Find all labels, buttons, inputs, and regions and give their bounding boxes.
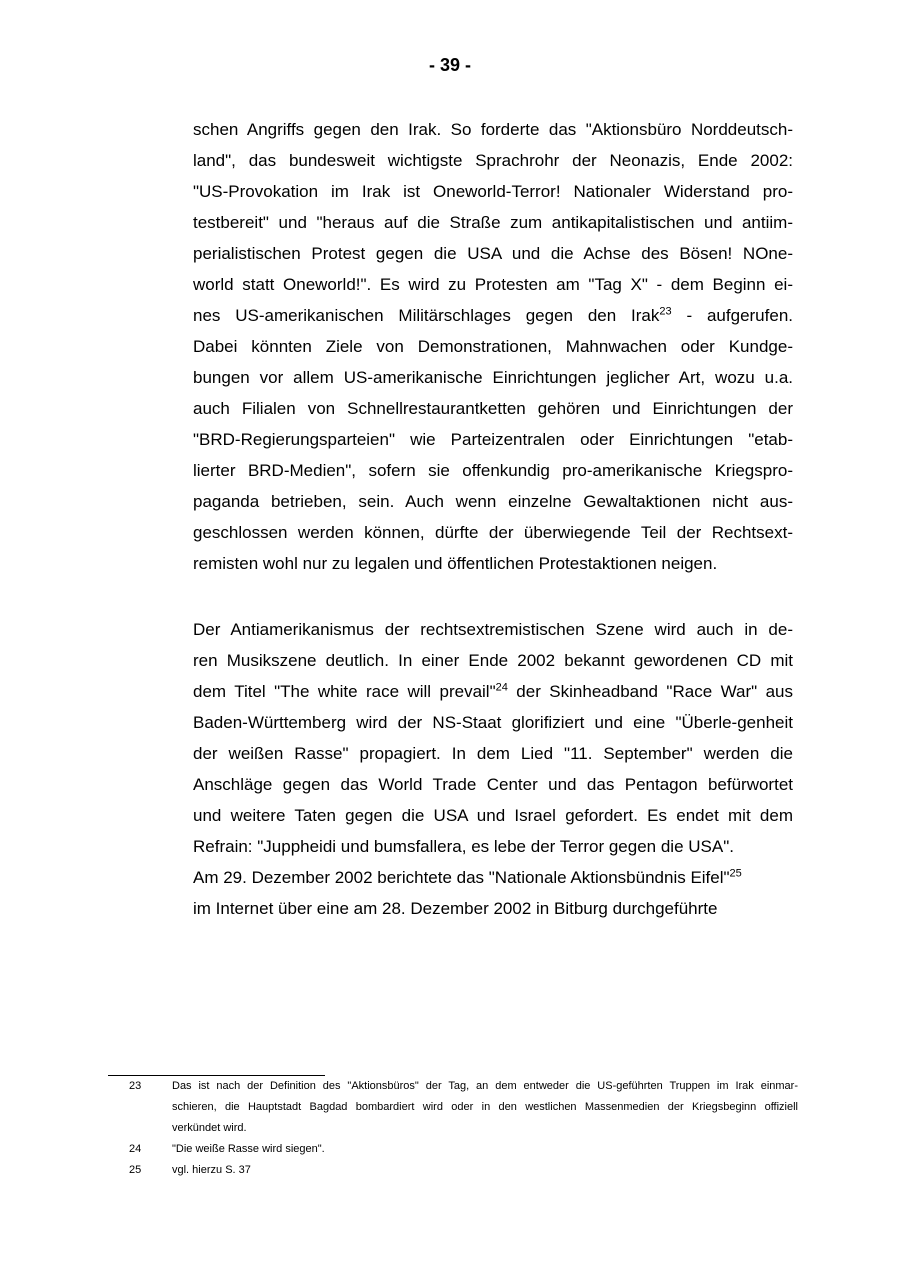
text-line: testbereit" und "heraus auf die Straße zum antikapitalistischen und antiim-: [193, 213, 793, 232]
footnote-line: schieren, die Hauptstadt Bagdad bombardiert wird oder in den westlichen Massenmedien der Kriegsbeginn offiziell: [172, 1101, 798, 1113]
footnote-number: 25: [129, 1164, 142, 1176]
footnote-24: [108, 1139, 798, 1160]
text-segment: der Skinheadband "Race War" aus: [507, 682, 793, 701]
text-segment: - aufgerufen.: [671, 306, 793, 325]
text-line: [193, 862, 793, 893]
footnote-line: verkündet wird.: [172, 1122, 247, 1134]
text-line: land", das bundesweit wichtigste Sprachrohr der Neonazis, Ende 2002:: [193, 151, 793, 170]
footnote-line: vgl. hierzu S. 37: [172, 1164, 251, 1176]
footnote-number: 24: [129, 1143, 142, 1155]
body-paragraph-2: [193, 614, 793, 924]
footnote-23: [108, 1076, 798, 1139]
text-line: geschlossen werden können, dürfte der überwiegende Teil der Rechtsext-: [193, 523, 793, 542]
text-line: bungen vor allem US-amerikanische Einrichtungen jeglicher Art, wozu u.a.: [193, 368, 793, 387]
text-line: auch Filialen von Schnellrestaurantketten gehören und Einrichtungen der: [193, 399, 793, 418]
footnote-line: "Die weiße Rasse wird siegen".: [172, 1143, 325, 1155]
footnotes: [108, 1076, 798, 1181]
text-line: "US-Provokation im Irak ist Oneworld-Terror! Nationaler Widerstand pro-: [193, 182, 793, 201]
text-line: perialistischen Protest gegen die USA und die Achse des Bösen! NOne-: [193, 244, 793, 263]
text-line: schen Angriffs gegen den Irak. So forderte das "Aktionsbüro Norddeutsch-: [193, 120, 793, 139]
footnote-text: [172, 1160, 798, 1181]
footnote-number: 23: [129, 1080, 142, 1092]
page-number: - 39 -: [428, 55, 471, 75]
text-line: paganda betrieben, sein. Auch wenn einzelne Gewaltaktionen nicht aus-: [193, 492, 793, 511]
body-paragraph-1: [193, 114, 793, 579]
text-line: der weißen Rasse" propagiert. In dem Lied "11. September" werden die: [193, 744, 793, 763]
text-segment: nes US-amerikanischen Militärschlages gegen den Irak: [193, 306, 660, 325]
footnote-25: [108, 1160, 798, 1181]
footnote-line: Das ist nach der Definition des "Aktionsbüros" der Tag, an dem entweder die US-geführten Truppen im Irak einmar-: [172, 1080, 798, 1092]
text-line: Baden-Württemberg wird der NS-Staat glorifiziert und eine "Überle-genheit: [193, 713, 793, 732]
text-line: Anschläge gegen das World Trade Center und das Pentagon befürwortet: [193, 775, 793, 794]
text-line: und weitere Taten gegen die USA und Israel gefordert. Es endet mit dem: [193, 806, 793, 825]
text-segment: dem Titel "The white race will prevail": [193, 682, 496, 701]
text-line: remisten wohl nur zu legalen und öffentlichen Protestaktionen neigen.: [193, 554, 718, 573]
text-line: Dabei könnten Ziele von Demonstrationen, Mahnwachen oder Kundge-: [193, 337, 793, 356]
text-line: "BRD-Regierungsparteien" wie Parteizentralen oder Einrichtungen "etab-: [193, 430, 793, 449]
text-line: Refrain: "Juppheidi und bumsfallera, es lebe der Terror gegen die USA".: [193, 837, 734, 856]
text-line: world statt Oneworld!". Es wird zu Protesten am "Tag X" - dem Beginn ei-: [193, 275, 793, 294]
footnote-ref-24[interactable]: 24: [495, 681, 508, 694]
text-line: im Internet über eine am 28. Dezember 2002 in Bitburg durchgeführte: [193, 899, 718, 918]
text-line: lierter BRD-Medien", sofern sie offenkundig pro-amerikanische Kriegspro-: [193, 461, 793, 480]
footnote-ref-25[interactable]: 25: [729, 867, 742, 880]
text-line: Der Antiamerikanismus der rechtsextremistischen Szene wird auch in de-: [193, 620, 793, 639]
text-line: [193, 300, 793, 331]
text-line: [193, 676, 793, 707]
footnote-text: [172, 1076, 798, 1139]
footnote-text: [172, 1139, 798, 1160]
footnote-ref-23[interactable]: 23: [659, 305, 672, 318]
text-line: ren Musikszene deutlich. In einer Ende 2002 bekannt gewordenen CD mit: [193, 651, 793, 670]
text-segment: Am 29. Dezember 2002 berichtete das "Nationale Aktionsbündnis Eifel": [193, 868, 730, 887]
